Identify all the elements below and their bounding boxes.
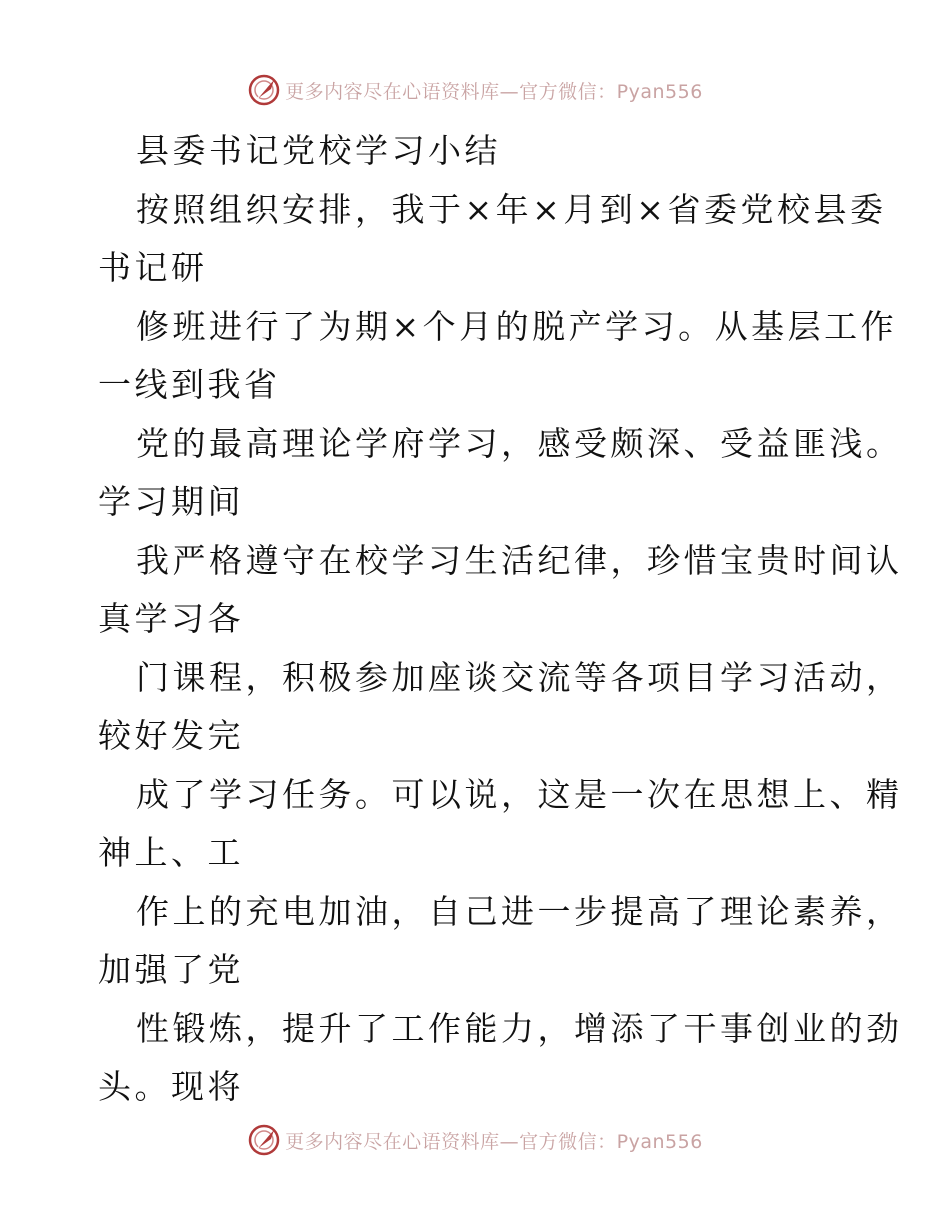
paragraph-line: 作上的充电加油，自己进一步提高了理论素养， xyxy=(136,891,903,931)
paragraph-line: 头。现将 xyxy=(98,1067,244,1106)
document-title: 县委书记党校学习小结 xyxy=(136,131,501,170)
paragraph-line: 神上、工 xyxy=(98,833,244,872)
paragraph-line: 真学习各 xyxy=(98,599,244,638)
watermark-text: 更多内容尽在心语资料库—官方微信：Pyan556 xyxy=(285,1130,703,1153)
paragraph-line: 修班进行了为期×个月的脱产学习。从基层工作 xyxy=(136,306,898,346)
paragraph-line: 书记研 xyxy=(98,248,208,287)
quill-logo-icon xyxy=(247,73,281,107)
paragraph-line: 学习期间 xyxy=(98,482,244,521)
paragraph-line: 我严格遵守在校学习生活纪律，珍惜宝贵时间认 xyxy=(136,540,903,580)
document-body xyxy=(98,122,903,1117)
header-watermark xyxy=(0,70,950,110)
paragraph-line: 成了学习任务。可以说，这是一次在思想上、精 xyxy=(136,774,903,814)
paragraph-line: 性锻炼，提升了工作能力，增添了干事创业的劲 xyxy=(136,1008,903,1048)
watermark-text: 更多内容尽在心语资料库—官方微信：Pyan556 xyxy=(285,80,703,103)
paragraph-line: 门课程，积极参加座谈交流等各项目学习活动， xyxy=(136,657,903,697)
paragraph-line: 加强了党 xyxy=(98,950,244,989)
paragraph-line: 一线到我省 xyxy=(98,365,281,404)
quill-logo-icon xyxy=(247,1123,281,1157)
paragraph-line: 较好发完 xyxy=(98,716,244,755)
footer-watermark xyxy=(0,1120,950,1160)
paragraph-line: 按照组织安排，我于×年×月到×省委党校县委 xyxy=(136,189,887,229)
paragraph-line: 党的最高理论学府学习，感受颇深、受益匪浅。 xyxy=(136,423,903,463)
